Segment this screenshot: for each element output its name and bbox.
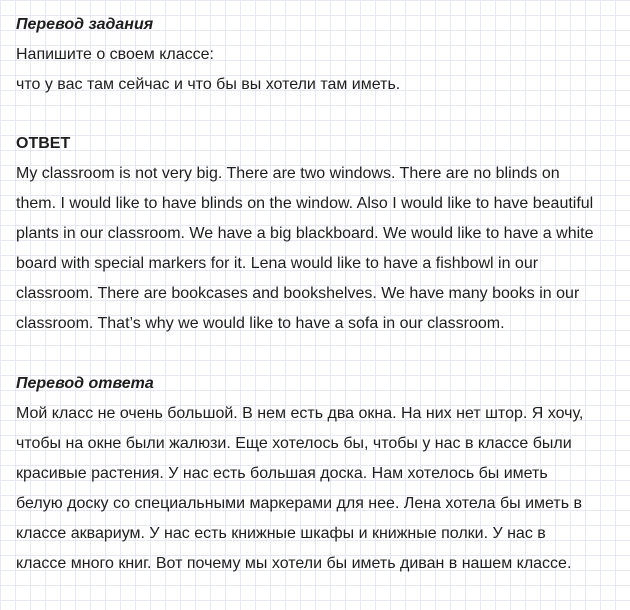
answer-section — [16, 129, 618, 339]
answer-line: plants in our classroom. We have a big blackboard. We would like to have a white — [16, 225, 594, 242]
answer-line: My classroom is not very big. There are two windows. There are no blinds on — [16, 165, 560, 182]
task-line: Напишите о своем классе: — [16, 46, 214, 63]
task-section — [16, 10, 618, 100]
answer-paragraph — [16, 159, 618, 339]
translation-line: красивые растения. У нас есть большая доска. Нам хотелось бы иметь — [16, 465, 548, 482]
answer-line: them. I would like to have blinds on the window. Also I would like to have beautiful — [16, 195, 594, 212]
answer-heading: ОТВЕТ — [16, 135, 71, 152]
task-paragraph — [16, 40, 618, 100]
translation-line: классе аквариум. У нас есть книжные шкафы и книжные полки. У нас в — [16, 525, 546, 542]
translation-heading: Перевод ответа — [16, 375, 154, 392]
translation-line: белую доску со специальными маркерами для нее. Лена хотела бы иметь в — [16, 495, 582, 512]
document-page — [0, 10, 630, 610]
answer-line: board with special markers for it. Lena would like to have a fishbowl in our — [16, 255, 539, 272]
task-line: что у вас там сейчас и что бы вы хотели там иметь. — [16, 76, 401, 93]
translation-paragraph — [16, 399, 618, 579]
answer-line: classroom. That’s why we would like to have a sofa in our classroom. — [16, 315, 505, 332]
translation-line: чтобы на окне были жалюзи. Еще хотелось бы, чтобы у нас в классе были — [16, 435, 572, 452]
translation-line: Мой класс не очень большой. В нем есть два окна. На них нет штор. Я хочу, — [16, 405, 584, 422]
translation-section — [16, 369, 618, 579]
task-heading: Перевод задания — [16, 16, 154, 33]
translation-line: классе много книг. Вот почему мы хотели бы иметь диван в нашем классе. — [16, 555, 572, 572]
answer-line: classroom. There are bookcases and bookshelves. We have many books in our — [16, 285, 580, 302]
